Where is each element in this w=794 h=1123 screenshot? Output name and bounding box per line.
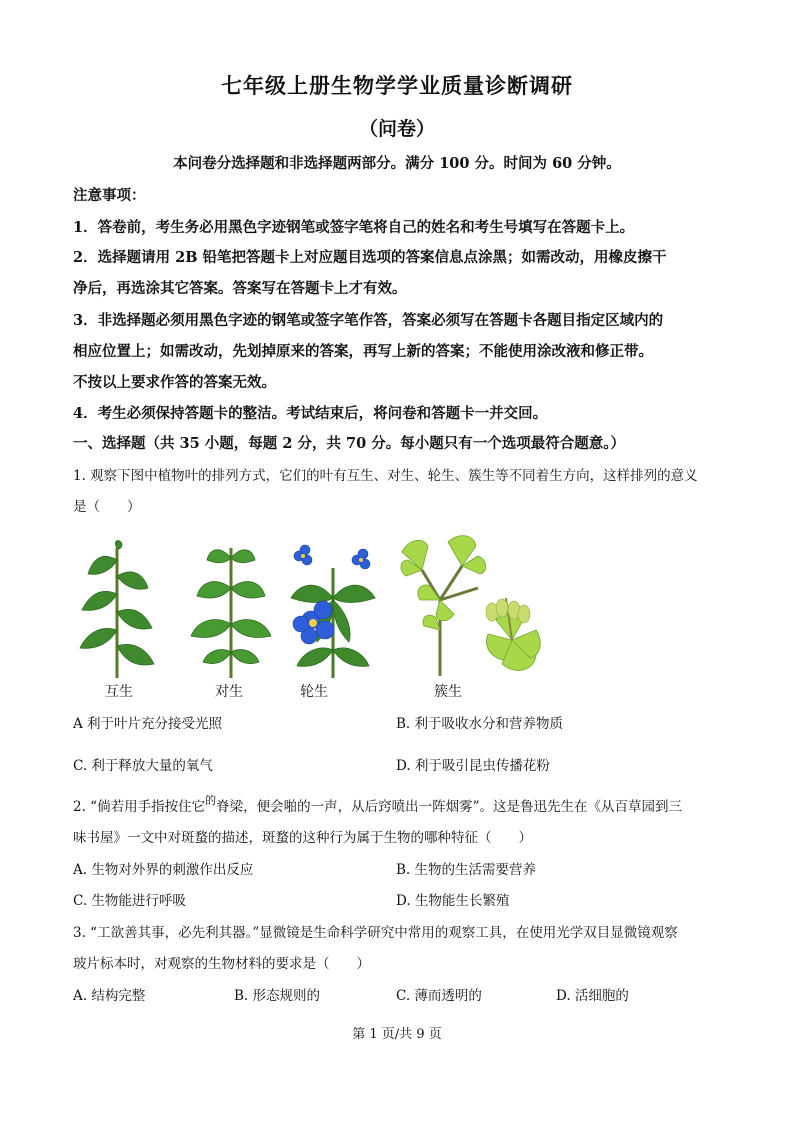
- q2-option-c: C. 生物能进行呼吸: [73, 893, 186, 909]
- page-subtitle: （问卷）: [358, 118, 435, 140]
- q3-option-a: A. 结构完整: [73, 988, 146, 1004]
- section-heading: 一、选择题（共 35 小题，每题 2 分，共 70 分。每小题只有一个选项最符合题意。）: [73, 435, 625, 452]
- q2-option-d: D. 生物能生长繁殖: [396, 893, 510, 909]
- plant-label-whorled: 轮生: [300, 684, 328, 700]
- note-4: 4．考生必须保持答题卡的整洁。考试结束后，将问卷和答题卡一并交回。: [73, 405, 548, 422]
- q3-option-b: B. 形态规则的: [234, 988, 321, 1004]
- q3-stem-line1: 3. “工欲善其事，必先利其器。”显微镜是生命科学研究中常用的观察工具，在使用光学双目显微镜观察: [73, 925, 678, 941]
- plant-clustered-illustration: [392, 530, 562, 680]
- q1-option-d: D. 利于吸引昆虫传播花粉: [396, 758, 550, 774]
- q1-option-c: C. 利于释放大量的氧气: [73, 758, 213, 774]
- note-2-line2: 净后，再选涂其它答案。答案写在答题卡上才有效。: [73, 280, 407, 297]
- q3-stem-line2: 玻片标本时，对观察的生物材料的要求是（ ）: [73, 956, 370, 972]
- q2-stem-line2: 味书屋》一文中对斑蝥的描述，斑蝥的这种行为属于生物的哪种特征（ ）: [73, 830, 532, 846]
- note-1: 1．答卷前，考生务必用黑色字迹钢笔或签字笔将自己的姓名和考生号填写在答题卡上。: [73, 219, 635, 236]
- q3-option-d: D. 活细胞的: [556, 988, 629, 1004]
- q1-stem-line1: 1. 观察下图中植物叶的排列方式，它们的叶有互生、对生、轮生、簇生等不同着生方向，这样排列的意义: [73, 468, 698, 484]
- note-3-line3: 不按以上要求作答的答案无效。: [73, 374, 276, 391]
- q1-option-a: A 利于叶片充分接受光照: [73, 716, 223, 732]
- plant-label-alternate: 互生: [105, 684, 133, 700]
- q2-stem-line1: [73, 795, 682, 815]
- q2-stem-part2: 脊梁，便会啪的一声，从后窍喷出一阵烟雾”。这是鲁迅先生在《从百草园到三: [216, 799, 682, 815]
- plant-label-opposite: 对生: [215, 684, 243, 700]
- plant-label-clustered: 簇生: [434, 684, 462, 700]
- note-3-line2: 相应位置上；如需改动，先划掉原来的答案，再写上新的答案；不能使用涂改液和修正带。: [73, 343, 653, 360]
- plant-alternate-illustration: [70, 540, 165, 680]
- note-3-line1: 3．非选择题必须用黑色字迹的钢笔或签字笔作答，答案必须写在答题卡各题目指定区域内的: [73, 312, 664, 329]
- q2-stem-part1: 2. “倘若用手指按住它: [73, 799, 206, 815]
- q1-option-b: B. 利于吸收水分和营养物质: [396, 716, 564, 732]
- plant-whorled-illustration: [283, 538, 383, 680]
- plant-opposite-illustration: [183, 542, 278, 680]
- q3-option-c: C. 薄而透明的: [396, 988, 482, 1004]
- notes-heading: 注意事项：: [73, 187, 146, 204]
- page-title: 七年级上册生物学学业质量诊断调研: [221, 73, 573, 98]
- q2-stem-ruby: 的: [205, 794, 217, 807]
- q2-option-a: A. 生物对外界的刺激作出反应: [73, 862, 254, 878]
- page-number: 第 1 页/共 9 页: [352, 1027, 442, 1042]
- note-2-line1: 2．选择题请用 2B 铅笔把答题卡上对应题目选项的答案信息点涂黑；如需改动，用橡皮擦干: [73, 249, 667, 266]
- q1-stem-line2: 是（ ）: [73, 499, 141, 515]
- q2-option-b: B. 生物的生活需要营养: [396, 862, 537, 878]
- exam-intro: 本问卷分选择题和非选择题两部分。满分 100 分。时间为 60 分钟。: [173, 155, 621, 172]
